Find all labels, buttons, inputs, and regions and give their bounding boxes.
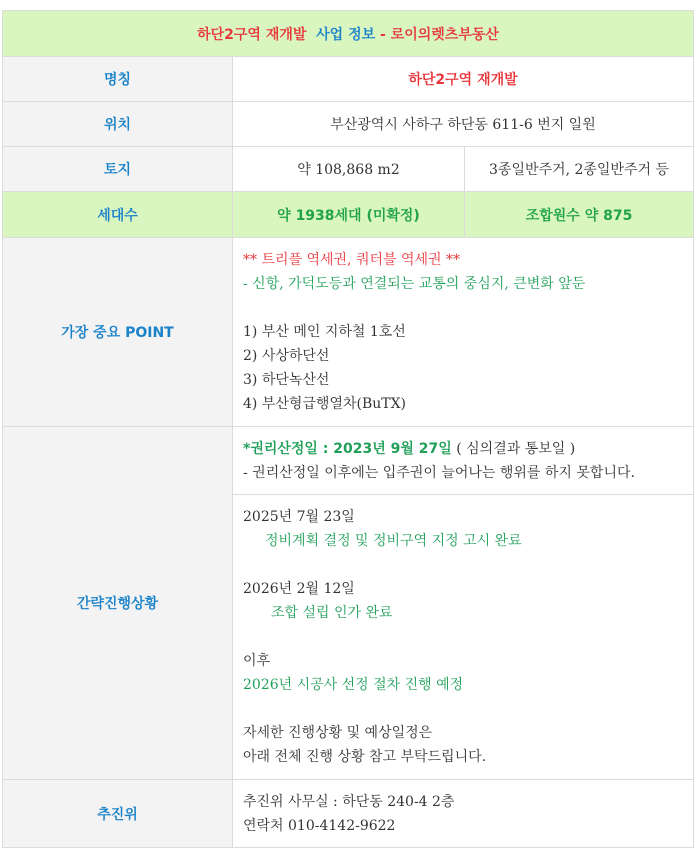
title-source: - 로이의렛츠부동산 (380, 26, 499, 43)
point-subline: - 신항, 가덕도등과 연결되는 교통의 중심지, 큰변화 앞둔 (243, 276, 586, 292)
label-name: 명칭 (3, 57, 233, 102)
value-point (233, 238, 694, 427)
list-item: 2) 사상하단선 (243, 348, 330, 364)
event-date: 2026년 2월 12일 (243, 581, 355, 597)
value-land-area: 약 108,868 m2 (233, 147, 465, 192)
table-header-row (3, 11, 694, 57)
value-land-zoning: 3종일반주거, 2종일반주거 등 (465, 147, 694, 192)
committee-contact: 연락처 010-4142-9622 (243, 817, 396, 834)
rights-date-label: *권리산정일 : 2023년 9월 27일 (243, 440, 452, 457)
point-headline: ** 트리플 역세권, 쿼터블 역세권 ** (243, 252, 460, 268)
list-item: 4) 부산형급행열차(BuTX) (243, 396, 407, 412)
event-date: 이후 (243, 653, 271, 669)
label-location: 위치 (3, 102, 233, 147)
event-desc: 정비계획 결정 및 정비구역 지정 고시 완료 (265, 533, 522, 549)
progress-closing-2: 아래 전체 진행 상황 참고 부탁드립니다. (243, 749, 487, 765)
event-desc: 조합 설립 인가 완료 (271, 605, 393, 621)
list-item: 1) 부산 메인 지하철 1호선 (243, 324, 406, 340)
row-land (3, 147, 694, 192)
event-desc: 2026년 시공사 선정 절차 진행 예정 (243, 677, 464, 693)
value-members: 조합원수 약 875 (465, 192, 694, 238)
title-info-label: 사업 정보 (316, 26, 376, 43)
row-name (3, 57, 694, 102)
row-point (3, 238, 694, 427)
progress-closing-1: 자세한 진행상황 및 예상일정은 (243, 725, 433, 741)
label-progress: 간략진행상황 (3, 427, 233, 780)
row-progress-rights (3, 427, 694, 495)
title-project-name: 하단2구역 재개발 (197, 26, 307, 43)
event-date: 2025년 7월 23일 (243, 509, 355, 525)
value-name: 하단2구역 재개발 (233, 57, 694, 102)
value-rights-date (233, 427, 694, 495)
project-info-table (2, 10, 694, 848)
list-item: 3) 하단녹산선 (243, 372, 330, 388)
value-committee (233, 780, 694, 848)
row-households (3, 192, 694, 238)
row-location (3, 102, 694, 147)
committee-office: 추진위 사무실 : 하단동 240-4 2층 (243, 793, 455, 810)
table-title (3, 11, 694, 57)
value-households: 약 1938세대 (미확정) (233, 192, 465, 238)
rights-date-note: ( 심의결과 통보일 ) (451, 440, 576, 457)
label-households: 세대수 (3, 192, 233, 238)
value-location: 부산광역시 사하구 하단동 611-6 번지 일원 (233, 102, 694, 147)
label-land: 토지 (3, 147, 233, 192)
value-progress-events (233, 495, 694, 780)
info-table-wrapper (2, 10, 693, 848)
row-committee (3, 780, 694, 848)
label-point: 가장 중요 POINT (3, 238, 233, 427)
rights-date-desc: - 권리산정일 이후에는 입주권이 늘어나는 행위를 하지 못합니다. (243, 464, 635, 481)
label-committee: 추진위 (3, 780, 233, 848)
